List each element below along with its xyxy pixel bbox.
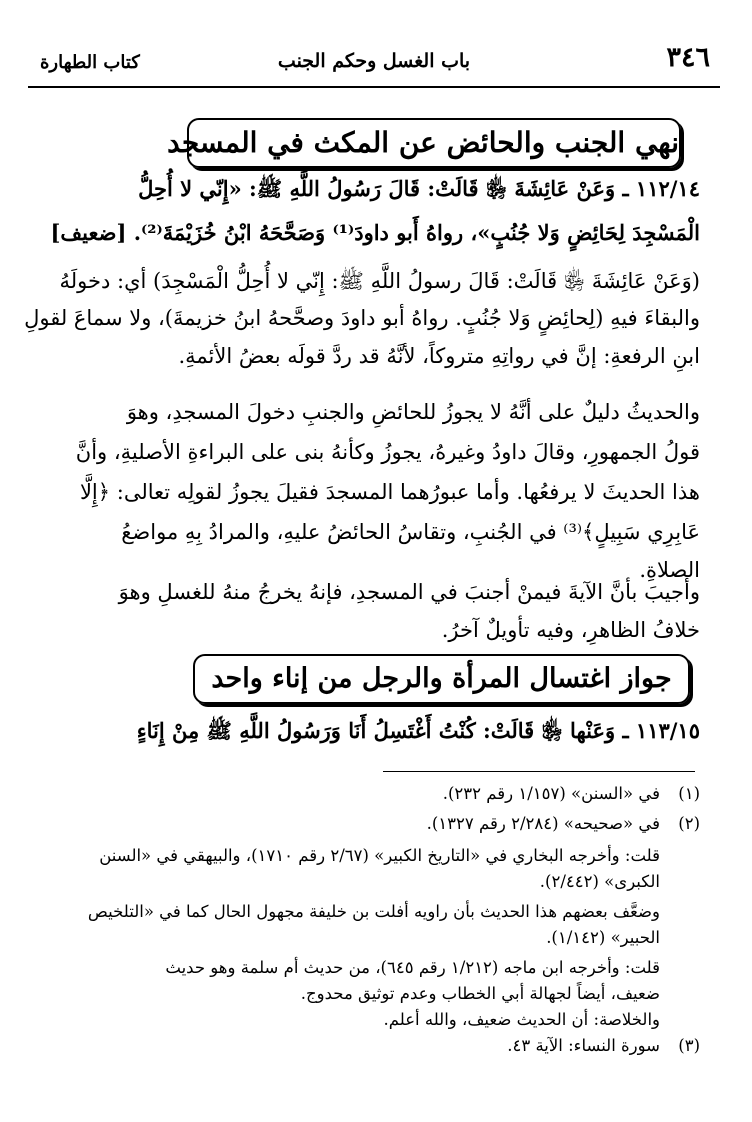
page-header [28, 42, 720, 88]
page-number: ٣٤٦ [666, 42, 710, 73]
section-heading-2: جواز اغتسال المرأة والرجل من إناء واحد [193, 654, 690, 704]
hadith-112-line-1: ١١٢/١٤ ـ وَعَنْ عَائِشَةَ ﵂ قَالَتْ: قَالَ رَسُولُ اللَّهِ ﷺ: «إِنّي لا أُحِلُّ [138, 176, 700, 201]
book-title: كتاب الطهارة [40, 52, 140, 73]
footnote-2-number: (٢) [678, 814, 700, 833]
commentary-3-line-2: خلافُ الظاهرِ، وفيه تأويلٌ آخرُ. [441, 618, 700, 642]
hadith-113-line-1: ١١٣/١٥ ـ وَعَنْها ﵂ قَالَتْ: كُنْتُ أَغْتَسِلُ أَنَا وَرَسُولُ اللَّهِ ﷺ مِنْ إِنَاءٍ [136, 718, 700, 743]
commentary-1-line-1: (وَعَنْ عَائِشَةَ ﵂ قَالَتْ: قَالَ رسولُ اللَّهِ ﷺ: إِنّي لا أُحِلُّ الْمَسْجِدَ) أي: دخولَهُ [59, 269, 700, 293]
footnote-2-note-c-line-3: والخلاصة: أن الحديث ضعيف، والله أعلم. [383, 1010, 660, 1029]
footnote-1-number: (١) [678, 784, 700, 803]
footnote-2-note-b-line-2: الحبير» (١/١٤٢). [546, 928, 660, 947]
commentary-1-line-2: والبقاءَ فيهِ (لِحائِضٍ وَلا جُنُبٍ. رواهُ أبو داودَ وصحَّحهُ ابنُ خزيمةَ)، ولا سماعَ لقولِ [24, 306, 700, 330]
footnote-1-text: في «السنن» (١/١٥٧ رقم ٢٣٢). [442, 784, 660, 803]
commentary-2-line-4: عَابِرِي سَبِيلٍ﴾⁽³⁾ في الجُنبِ، وتقاسُ الحائضُ عليهِ، والمرادُ بِهِ مواضعُ [121, 520, 700, 544]
commentary-2-line-2: قولُ الجمهورِ، وقالَ داودُ وغيرهُ، يجوزُ وكأنهُ بنى على البراءةِ الأصليةِ، وأنَّ [75, 440, 700, 464]
hadith-112-line-2: الْمَسْجِدَ لِحَائِضٍ وَلا جُنُبٍ»، رواهُ أَبو داودَ⁽¹⁾ وَصَحَّحَهُ ابْنُ خُزَيْمَةَ⁽²⁾. [ضعيف] [50, 220, 700, 245]
commentary-3-line-1: وأجيبَ بأنَّ الآيةَ فيمنْ أجنبَ في المسجدِ، فإنهُ يخرجُ منهُ للغسلِ وهوَ [118, 580, 700, 604]
commentary-2-line-5: الصلاةِ. [639, 558, 700, 582]
footnote-2-note-c-line-2: ضعيف، أيضاً لجهالة أبي الخطاب وعدم توثيق محدوج. [300, 984, 660, 1003]
footnote-3-text: سورة النساء: الآية ٤٣. [507, 1036, 660, 1055]
commentary-2-line-3: هذا الحديثَ لا يرفعُها. وأما عبورُهما المسجدَ فقيلَ يجوزُ لقولِه تعالى: ﴿إِلَّا [79, 480, 700, 504]
header-rule [28, 86, 720, 88]
commentary-2-line-1: والحديثُ دليلٌ على أنَّهُ لا يجوزُ للحائضِ والجنبِ دخولَ المسجدِ، وهوَ [126, 400, 700, 424]
footnote-2-note-b-line-1: وضعَّف بعضهم هذا الحديث بأن راويه أفلت بن خليفة مجهول الحال كما في «التلخيص [87, 902, 660, 921]
footnote-3-number: (٣) [678, 1036, 700, 1055]
footnote-2-text: في «صحيحه» (٢/٢٨٤ رقم ١٣٢٧). [426, 814, 660, 833]
section-heading-1: نهي الجنب والحائض عن المكث في المسجد [187, 118, 681, 168]
footnote-separator [383, 771, 695, 772]
footnote-2-note-c-line-1: قلت: وأخرجه ابن ماجه (١/٢١٢ رقم ٦٤٥)، من حديث أم سلمة وهو حديث [165, 958, 660, 977]
commentary-1-line-3: ابنِ الرفعةِ: إنَّ في رواتِهِ متروكاً، لأنَّهُ قد ردَّ قولَه بعضُ الأئمةِ. [178, 344, 700, 368]
footnote-2-note-a-line-2: الكبرى» (٢/٤٤٢). [539, 872, 660, 891]
chapter-title: باب الغسل وحكم الجنب [277, 50, 471, 72]
footnote-2-note-a-line-1: قلت: وأخرجه البخاري في «التاريخ الكبير» (٢/٦٧ رقم ١٧١٠)، والبيهقي في «السنن [99, 846, 660, 865]
